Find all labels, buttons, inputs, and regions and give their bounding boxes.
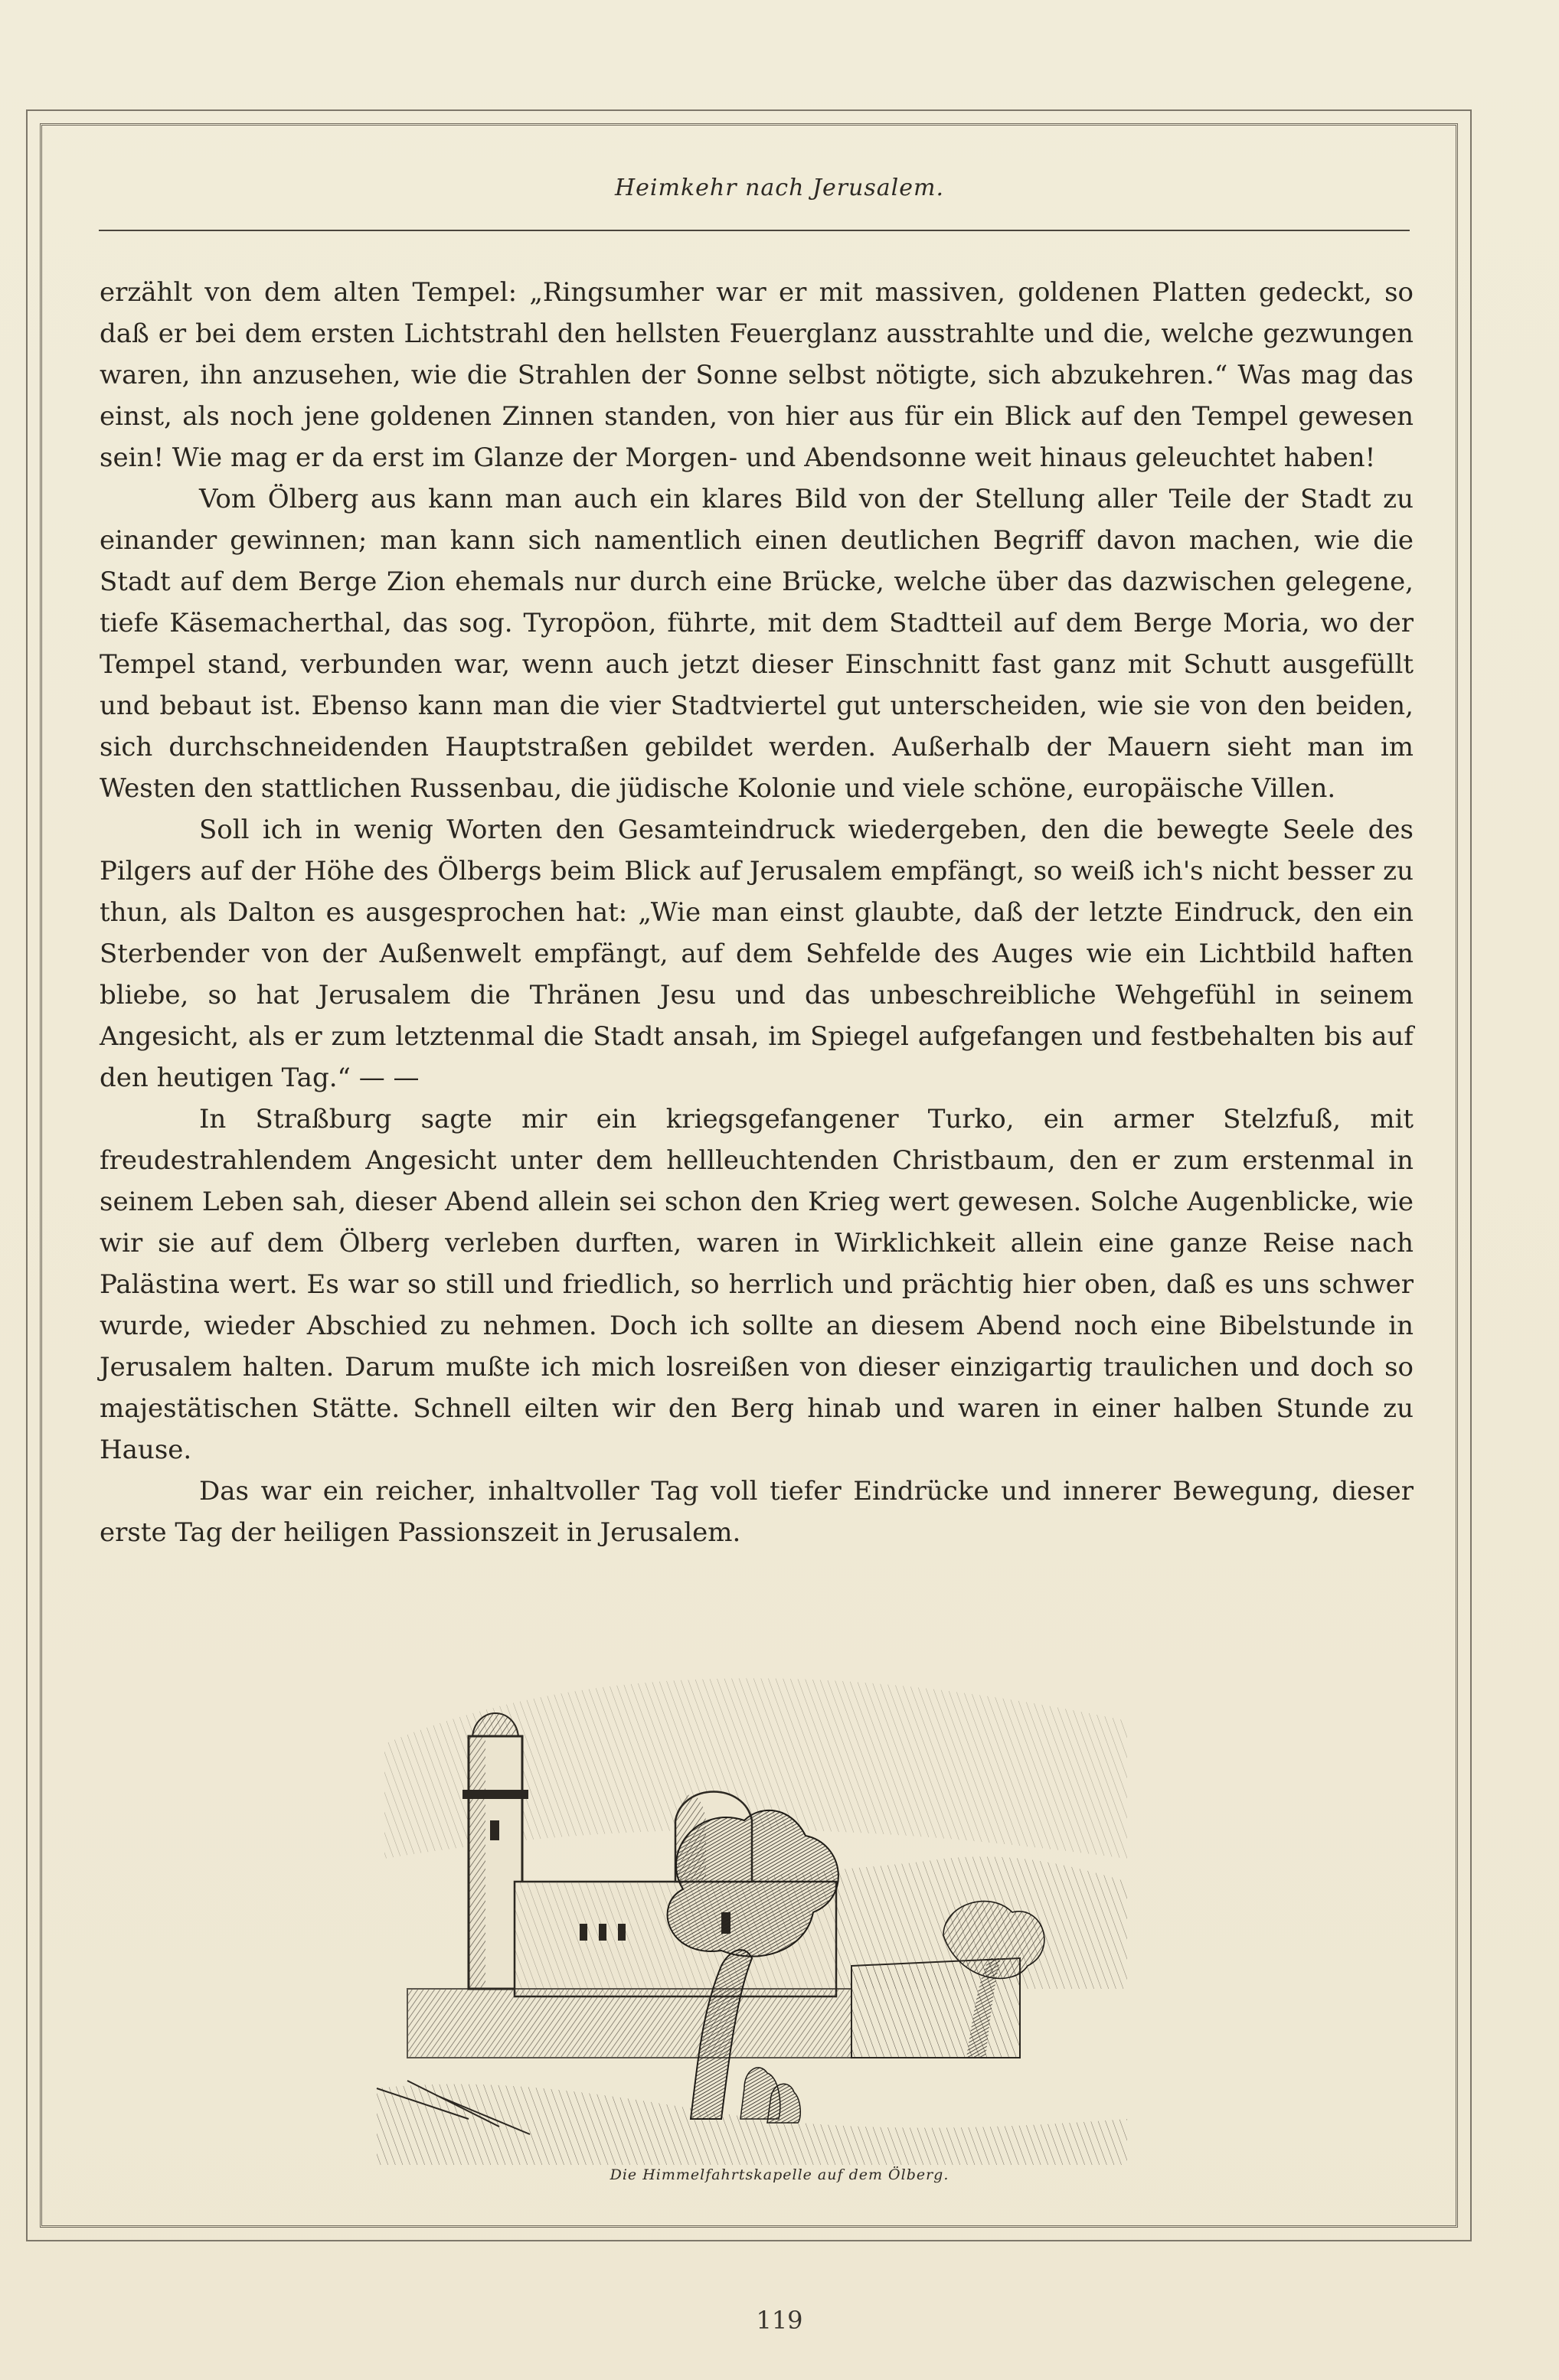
running-head: Heimkehr nach Jerusalem. (614, 175, 944, 201)
header-rule (99, 230, 1410, 231)
paragraph-4: In Straßburg sagte mir ein kriegsgefangener Turko, ein armer Stelzfuß, mit freudestrahlendem Angesicht unter dem hellleuchtenden Christbaum, den er zum erstenmal in seinem Leben sah, dieser Abend allein sei schon den Krieg wert gewesen. Solche Augenblicke, wie wir sie auf dem Ölberg verleben durften, waren in Wirklichkeit allein eine ganze Reise nach Palästina wert. Es war so still und friedlich, so herrlich und prächtig hier oben, daß es uns schwer wurde, wieder Abschied zu nehmen. Doch ich sollte an diesem Abend noch eine Bibelstunde in Jerusalem halten. Darum mußte ich mich losreißen von dieser einzigartig traulichen und doch so majestätischen Stätte. Schnell eilten wir den Berg hinab und waren in einer halben Stunde zu Hause. (100, 1104, 1414, 1465)
page-number: 119 (756, 2306, 803, 2335)
chapel-window-2 (599, 1924, 606, 1941)
engraving-illustration (361, 1629, 1144, 2180)
minaret-balcony (462, 1790, 528, 1799)
engraving-svg (361, 1629, 1144, 2180)
chapel-window-1 (580, 1924, 587, 1941)
paragraph-3: Soll ich in wenig Worten den Gesamteindruck wiedergeben, den die bewegte Seele des Pilgers auf der Höhe des Ölbergs beim Blick auf Jerusalem empfängt, so weiß ich's nicht besser zu thun, als Dalton es ausgesprochen hat: „Wie man einst glaubte, daß der letzte Eindruck, den ein Sterbender von der Außenwelt empfängt, auf dem Sehfelde des Auges wie ein Lichtbild haften bliebe, so hat Jerusalem die Thränen Jesu und das unbeschreibliche Wehgefühl in seinem Angesicht, als er zum letztenmal die Stadt ansah, im Spiegel aufgefangen und festbehalten bis auf den heutigen Tag.“ — — (100, 815, 1414, 1093)
paragraph-2: Vom Ölberg aus kann man auch ein klares Bild von der Stellung aller Teile der Stadt zu einander gewinnen; man kann sich namentlich einen deutlichen Begriff davon machen, wie die Stadt auf dem Berge Zion ehemals nur durch eine Brücke, welche über das dazwischen gelegene, tiefe Käsemacherthal, das sog. Tyropöon, führte, mit dem Stadtteil auf dem Berge Moria, wo der Tempel stand, verbunden war, wenn auch jetzt dieser Einschnitt fast ganz mit Schutt ausgefüllt und bebaut ist. Ebenso kann man die vier Stadtviertel gut unterscheiden, wie sie von den beiden, sich durchschneidenden Hauptstraßen gebildet werden. Außerhalb der Mauern sieht man im Westen den stattlichen Russenbau, die jüdische Kolonie und viele schöne, europäische Villen. (100, 484, 1414, 804)
minaret-window (490, 1820, 499, 1840)
figure-caption: Die Himmelfahrtskapelle auf dem Ölberg. (610, 2166, 949, 2183)
minaret-shading (469, 1736, 485, 1989)
paragraph-1: erzählt von dem alten Tempel: „Ringsumher war er mit massiven, goldenen Platten gedeckt, so daß er bei dem ersten Lichtstrahl den hellsten Feuerglanz ausstrahlte und die, welche gezwungen waren, ihn anzusehen, wie die Strahlen der Sonne selbst nötigte, sich abzukehren.“ Was mag das einst, als noch jene goldenen Zinnen standen, von hier aus für ein Blick auf den Tempel gewesen sein! Wie mag er da erst im Glanze der Morgen- und Abendsonne weit hinaus geleuchtet haben! (100, 277, 1414, 473)
body-text (100, 272, 1414, 1553)
paragraph-5: Das war ein reicher, inhaltvoller Tag voll tiefer Eindrücke und innerer Bewegung, dieser erste Tag der heiligen Passionszeit in Jerusalem. (100, 1476, 1414, 1548)
stone-wall (407, 1989, 851, 2058)
chapel-window-3 (618, 1924, 626, 1941)
